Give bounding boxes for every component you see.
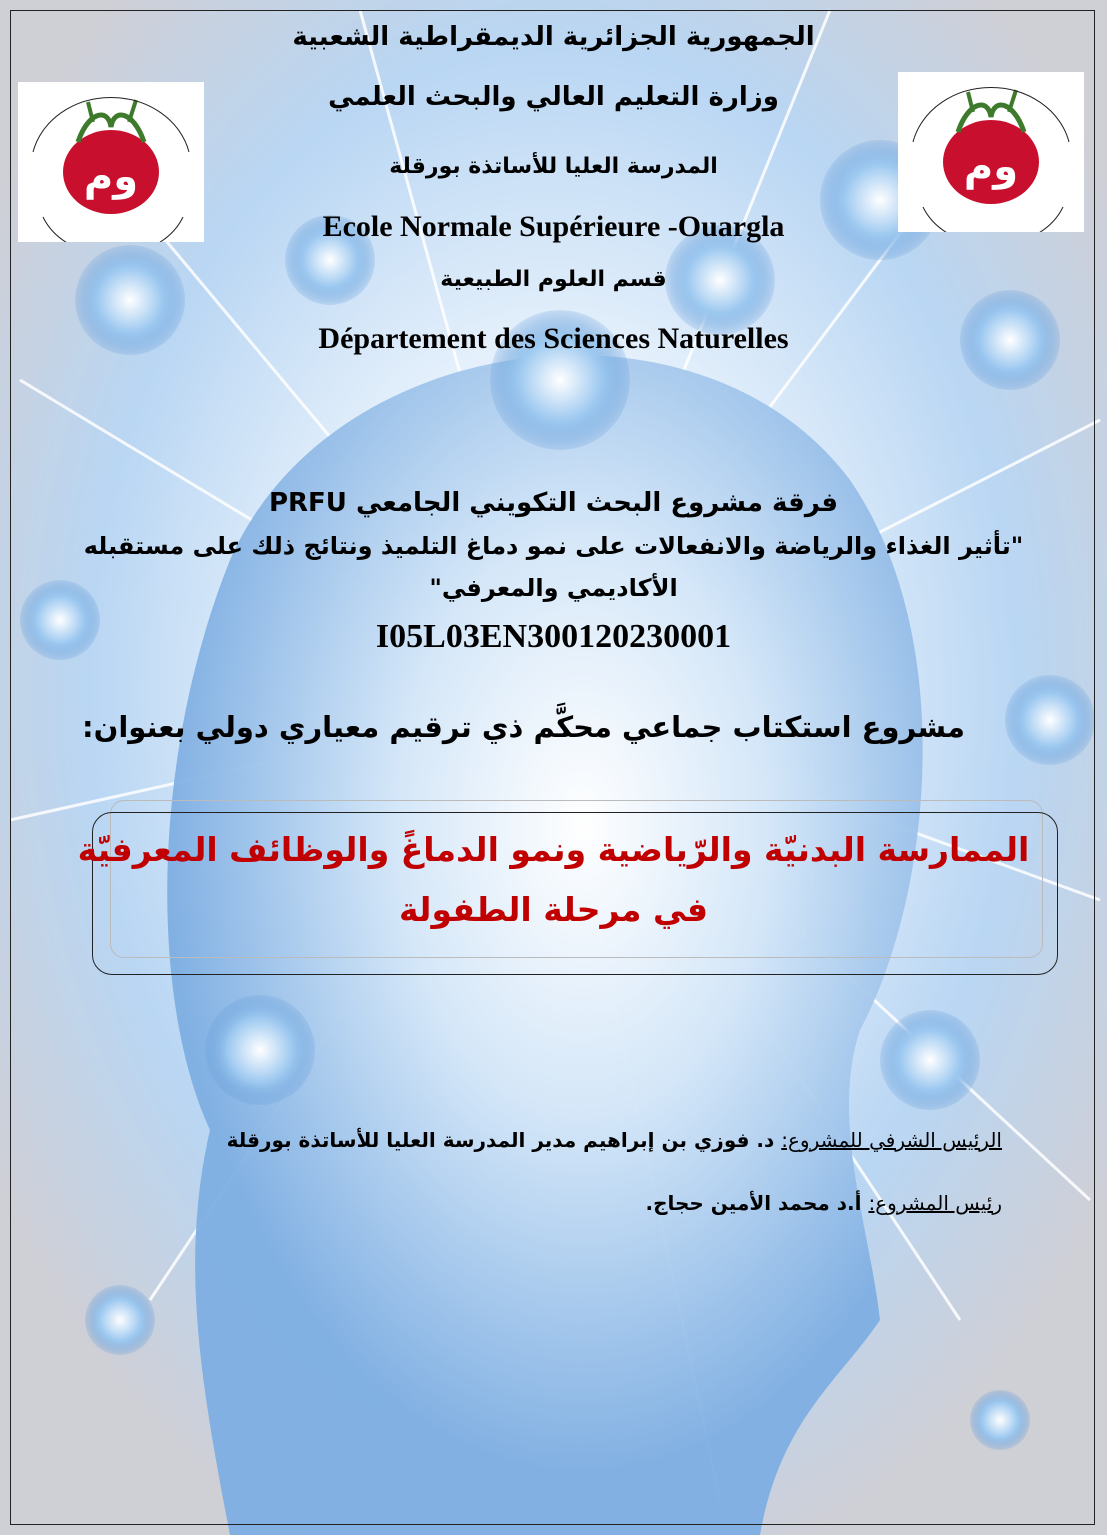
- department-name-ar: قسم العلوم الطبيعية: [440, 267, 667, 292]
- svg-text:وم: وم: [83, 154, 139, 200]
- republic-name: الجمهورية الجزائرية الديمقراطية الشعبية: [292, 22, 815, 52]
- book-title-line2: في مرحلة الطفولة: [399, 890, 708, 929]
- ministry-name: وزارة التعليم العالي والبحث العلمي: [328, 82, 779, 112]
- project-team-line: فرقة مشروع البحث التكويني الجامعي PRFU: [268, 488, 839, 518]
- honorary-president-label: الرئيس الشرفي للمشروع:: [781, 1128, 1002, 1152]
- school-name-ar: المدرسة العليا للأساتذة بورقلة: [389, 154, 718, 179]
- project-head-value: أ.د محمد الأمين حجاج.: [645, 1191, 869, 1215]
- project-title-line1: "تأثير الغذاء والرياضة والانفعالات على نمو دماغ التلميذ ونتائج ذلك على مستقبله: [83, 532, 1024, 560]
- school-name-fr: Ecole Normale Supérieure -Ouargla: [322, 210, 785, 243]
- project-head-line: [645, 1191, 1002, 1215]
- project-head-label: رئيس المشروع:: [868, 1191, 1002, 1215]
- project-code: I05L03EN300120230001: [375, 618, 732, 655]
- project-title-line2: الأكاديمي والمعرفي": [429, 574, 678, 602]
- book-title-line1: الممارسة البدنيّة والرّياضية ونمو الدماغً والوظائف المعرفيّة: [77, 830, 1030, 869]
- department-name-fr: Département des Sciences Naturelles: [318, 322, 789, 355]
- honorary-president-value: د. فوزي بن إبراهيم مدير المدرسة العليا للأساتذة بورقلة: [226, 1128, 782, 1152]
- svg-text:وم: وم: [963, 144, 1019, 190]
- honorary-president-line: [227, 1128, 1002, 1152]
- call-for-chapters-label: مشروع استكتاب جماعي محكَّم ذي ترقيم معياري دولي بعنوان:: [82, 710, 965, 744]
